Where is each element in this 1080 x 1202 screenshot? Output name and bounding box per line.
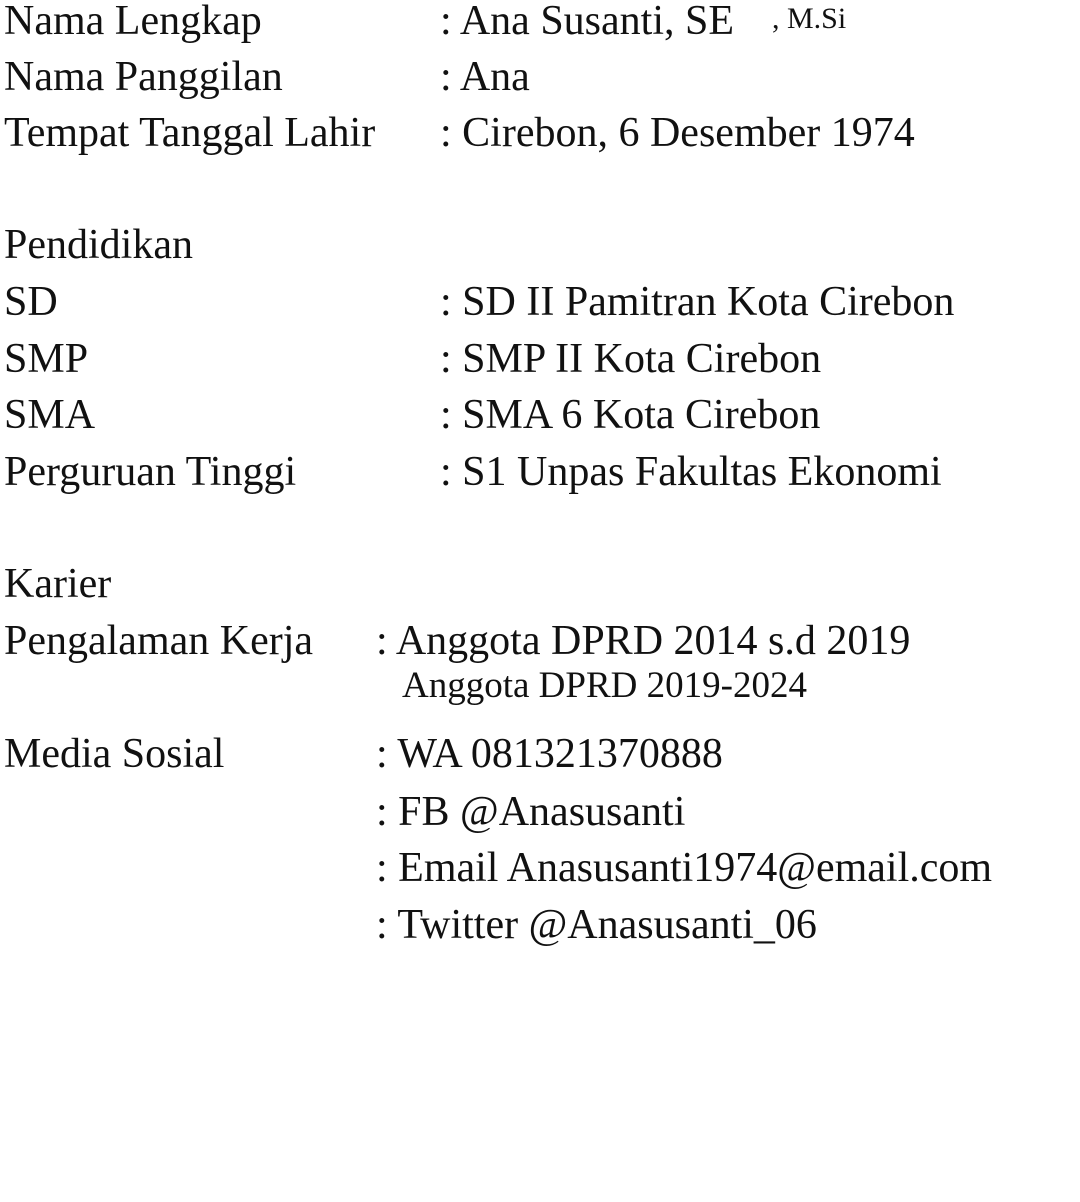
value-full-name-suffix: , M.Si	[772, 2, 847, 35]
label-social-media: Media Sosial	[4, 731, 225, 777]
label-nickname: Nama Panggilan	[4, 54, 283, 100]
value-work-experience-2: Anggota DPRD 2019-2024	[402, 665, 807, 706]
value-twitter: : Twitter @Anasusanti_06	[376, 902, 817, 948]
value-sd: : SD II Pamitran Kota Cirebon	[440, 279, 955, 325]
value-full-name: : Ana Susanti, SE	[440, 0, 735, 44]
label-work-experience: Pengalaman Kerja	[4, 618, 314, 664]
value-whatsapp: : WA 081321370888	[376, 731, 723, 777]
value-work-experience: : Anggota DPRD 2014 s.d 2019	[376, 618, 911, 664]
label-sd: SD	[4, 279, 58, 325]
value-sma: : SMA 6 Kota Cirebon	[440, 392, 821, 438]
value-smp: : SMP II Kota Cirebon	[440, 336, 822, 382]
value-nickname: : Ana	[440, 54, 530, 100]
heading-career: Karier	[4, 561, 112, 607]
label-full-name: Nama Lengkap	[4, 0, 262, 44]
heading-education: Pendidikan	[4, 222, 193, 268]
label-university: Perguruan Tinggi	[4, 449, 297, 495]
value-facebook: : FB @Anasusanti	[376, 789, 686, 835]
value-birth: : Cirebon, 6 Desember 1974	[440, 110, 915, 156]
value-university: : S1 Unpas Fakultas Ekonomi	[440, 449, 942, 495]
label-smp: SMP	[4, 336, 89, 382]
value-email: : Email Anasusanti1974@email.com	[376, 845, 993, 891]
label-sma: SMA	[4, 392, 96, 438]
label-birth: Tempat Tanggal Lahir	[4, 110, 376, 156]
